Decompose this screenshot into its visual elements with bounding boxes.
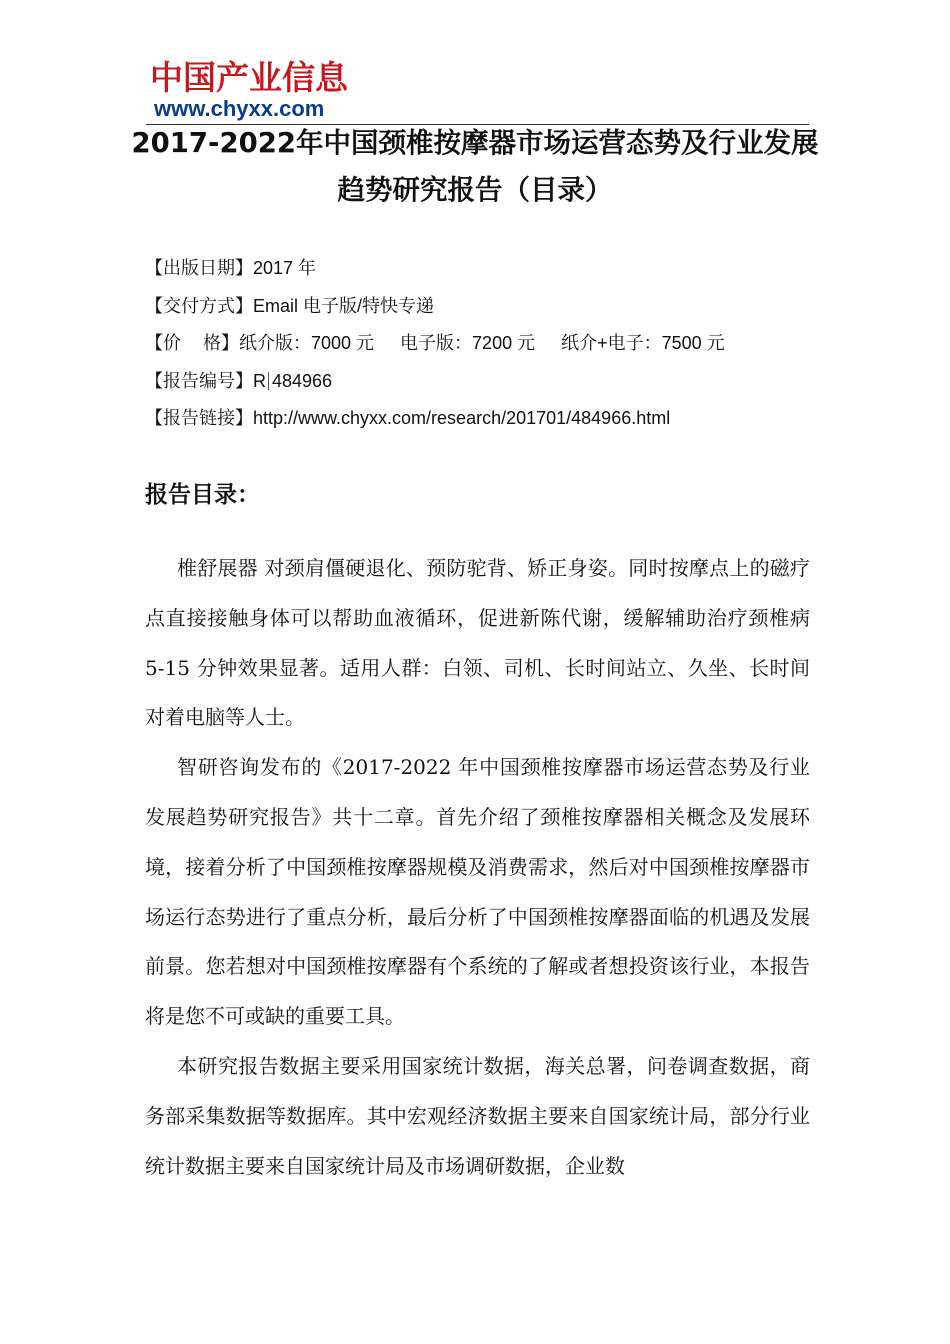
paragraph-1: 椎舒展器 对颈肩僵硬退化、预防驼背、矫正身姿。同时按摩点上的磁疗点直接接触身体可以帮助血液循环，促进新陈代谢，缓解辅助治疗颈椎病 5-15 分钟效果显著。适用人群：白领、司机、长时间站立、久坐、长时间对着电脑等人士。	[145, 556, 810, 730]
price-label-part1: 【价	[145, 333, 181, 355]
price-label-part2: 格】	[203, 333, 239, 355]
paragraph-2: 智研咨询发布的《2017-2022 年中国颈椎按摩器市场运营态势及行业发展趋势研究报告》共十二章。首先介绍了颈椎按摩器相关概念及发展环境，接着分析了中国颈椎按摩器规模及消费需求，然后对中国颈椎按摩器市场运行态势进行了重点分析，最后分析了中国颈椎按摩器面临的机遇及发展前景。您若想对中国颈椎按摩器有个系统的了解或者想投资该行业，本报告将是您不可或缺的重要工具。	[145, 755, 810, 1029]
price-paper: 纸介版：7000 元	[239, 333, 375, 354]
logo-url: www.chyxx.com	[154, 96, 325, 121]
price-electronic: 电子版：7200 元	[400, 333, 536, 354]
text-cursor	[268, 372, 269, 390]
report-link-label: 【报告链接】	[145, 408, 253, 430]
paragraph-3: 本研究报告数据主要采用国家统计数据，海关总署，问卷调查数据，商务部采集数据等数据库。其中宏观经济数据主要来自国家统计局，部分行业统计数据主要来自国家统计局及市场调研数据，企业数	[145, 1053, 810, 1178]
publish-date-value: 2017 年	[253, 258, 317, 278]
meta-price	[145, 325, 825, 363]
publish-date-label: 【出版日期】	[145, 258, 253, 279]
report-meta	[145, 250, 825, 438]
meta-delivery	[145, 288, 825, 326]
site-logo[interactable]	[146, 58, 356, 124]
report-number-prefix: R	[253, 370, 266, 391]
report-intro	[145, 544, 810, 1191]
logo-chinese-name: 中国产业信息	[150, 58, 348, 97]
report-number-value: 484966	[272, 370, 333, 391]
delivery-value: Email 电子版/特快专递	[253, 295, 435, 316]
report-number-label: 【报告编号】	[145, 370, 253, 392]
price-both: 纸介+电子：7500 元	[561, 333, 725, 354]
report-link[interactable]: http://www.chyxx.com/research/201701/484966.html	[253, 408, 671, 429]
meta-report-number	[145, 363, 825, 401]
section-heading: 报告目录：	[145, 482, 260, 508]
page-title: 2017-2022年中国颈椎按摩器市场运营态势及行业发展趋势研究报告（目录）	[131, 127, 819, 206]
meta-report-link	[145, 400, 825, 438]
delivery-label: 【交付方式】	[145, 295, 253, 317]
meta-publish-date	[145, 250, 825, 288]
price-label	[145, 325, 239, 363]
